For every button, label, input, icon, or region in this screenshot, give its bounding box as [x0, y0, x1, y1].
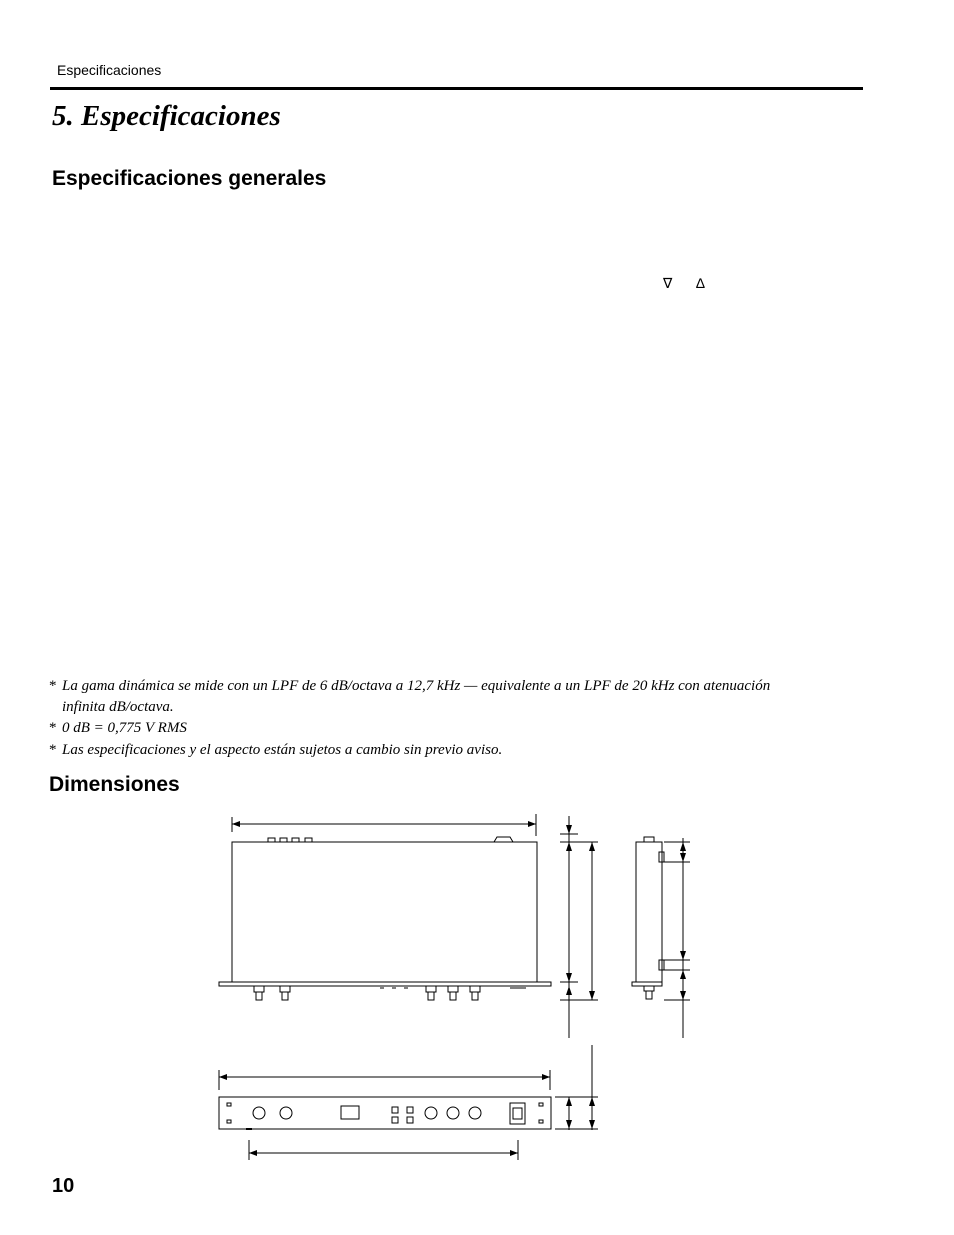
- dimensions-heading: Dimensiones: [49, 773, 180, 796]
- footnote-text: 0 dB = 0,775 V RMS: [62, 720, 187, 736]
- footnote-marker: *: [49, 742, 57, 758]
- top-view-drawing: [219, 814, 598, 1038]
- running-header: Especificaciones: [57, 62, 162, 78]
- page-number: 10: [52, 1175, 75, 1197]
- footnote-marker: *: [49, 678, 57, 694]
- chapter-title: 5. Especificaciones: [52, 100, 281, 132]
- side-view-drawing: [632, 837, 690, 1038]
- footnote-text-continued: infinita dB/octava.: [62, 699, 174, 715]
- footnote-text: Las especificaciones y el aspecto están sujetos a cambio sin previo aviso.: [62, 742, 503, 758]
- footnote-marker: *: [49, 720, 57, 736]
- front-view-drawing: [219, 1045, 598, 1160]
- footnote-text: La gama dinámica se mide con un LPF de 6 dB/octava a 12,7 kHz — equivalente a un LPF de 20 kHz con atenuación: [62, 678, 771, 694]
- general-specs-heading: Especificaciones generales: [52, 167, 327, 190]
- down-triangle-icon: ∇: [663, 275, 673, 291]
- up-triangle-icon: ∆: [696, 275, 705, 291]
